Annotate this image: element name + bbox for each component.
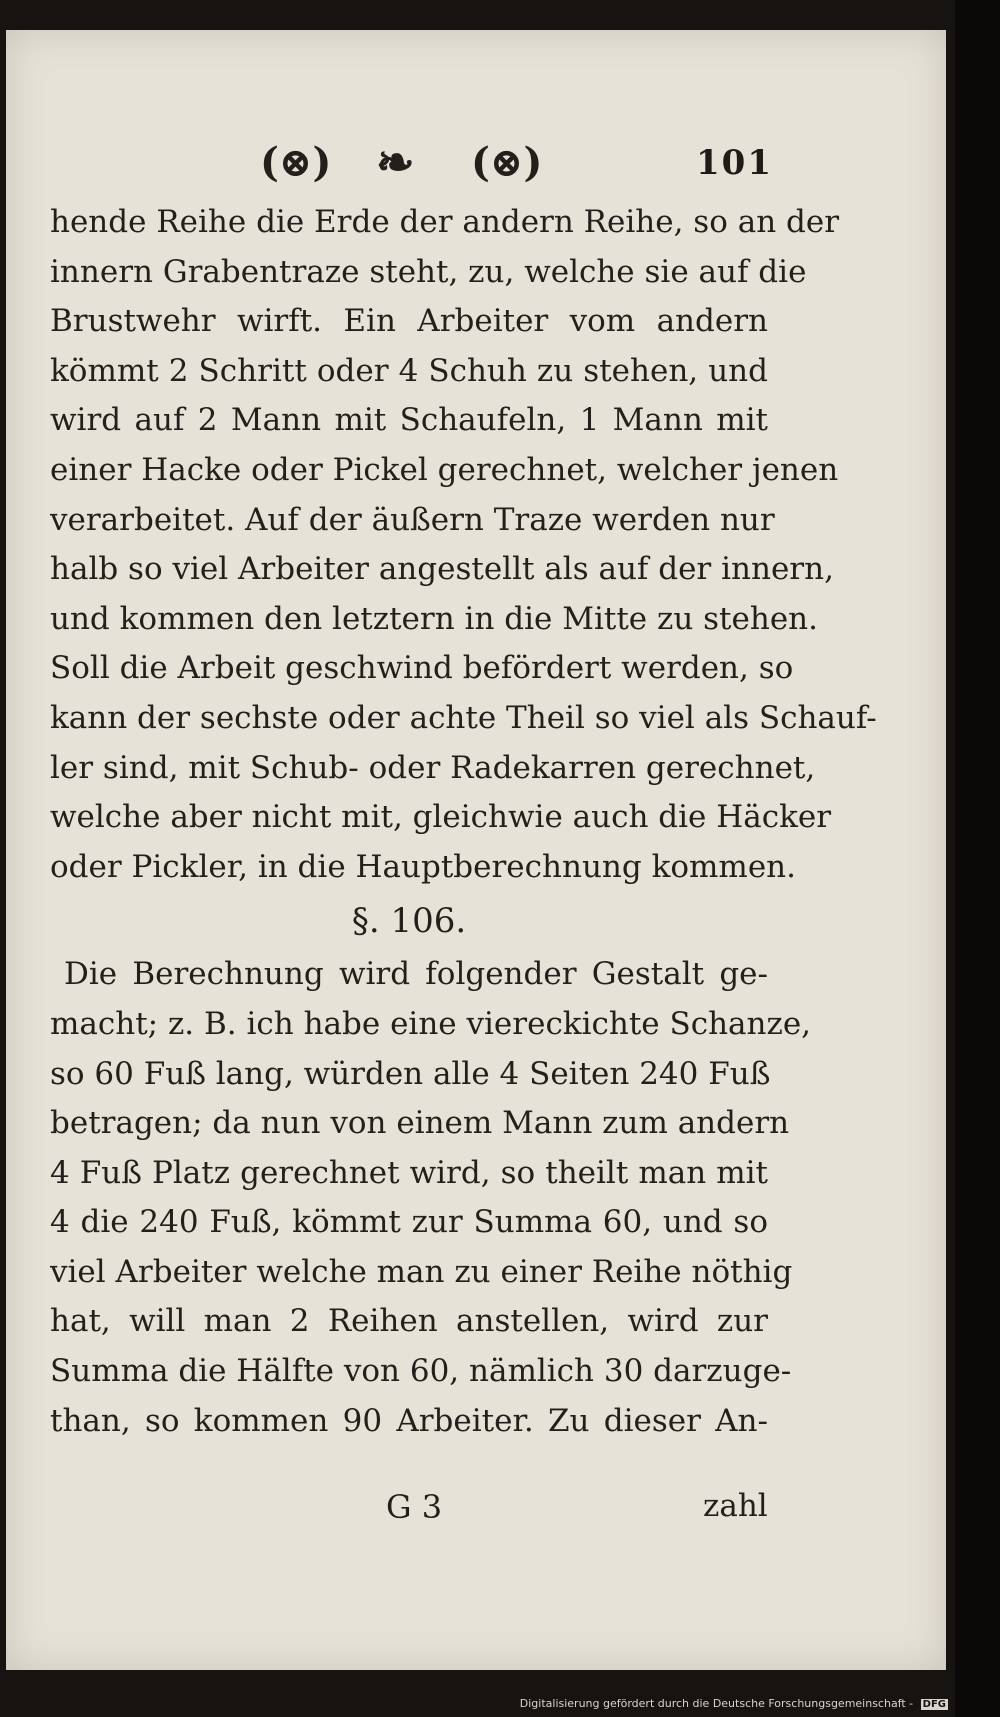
text-line: ler sind, mit Schub- oder Radekarren gerechnet,: [50, 749, 816, 786]
text-line: hat, will man 2 Reihen anstellen, wird zur: [50, 1303, 768, 1340]
text-line: wird auf 2 Mann mit Schaufeln, 1 Mann mit: [50, 402, 768, 439]
signature-mark: G 3: [386, 1488, 443, 1526]
text-line: 4 Fuß Platz gerechnet wird, so theilt man mit: [50, 1154, 768, 1191]
text-line: Die Berechnung wird folgender Gestalt ge-: [64, 956, 768, 993]
dfg-logo-icon: DFG: [922, 1699, 946, 1710]
page-number: 101: [696, 143, 773, 183]
book-page: [6, 30, 946, 1670]
text-line: so 60 Fuß lang, würden alle 4 Seiten 240 Fuß: [50, 1055, 771, 1092]
text-line: Brustwehr wirft. Ein Arbeiter vom andern: [50, 303, 768, 340]
text-line: und kommen den letztern in die Mitte zu stehen.: [50, 600, 818, 637]
text-line: Summa die Hälfte von 60, nämlich 30 darzuge-: [50, 1353, 792, 1390]
catchword: zahl: [703, 1488, 768, 1524]
page-footer: [6, 1480, 946, 1540]
text-line: welche aber nicht mit, gleichwie auch die Häcker: [50, 799, 832, 836]
credit-text: Digitalisierung gefördert durch die Deutsche Forschungsgemeinschaft -: [519, 1697, 914, 1710]
page-body: [50, 198, 877, 1446]
ornament-right: (⊗): [471, 139, 543, 186]
text-line: macht; z. B. ich habe eine viereckichte Schanze,: [50, 1005, 812, 1042]
ornament-left: (⊗): [260, 139, 332, 186]
text-line: Soll die Arbeit geschwind befördert werden, so: [50, 650, 794, 687]
text-line: than, so kommen 90 Arbeiter. Zu dieser An-: [50, 1402, 768, 1439]
text-line: innern Grabentraze steht, zu, welche sie auf die: [50, 253, 807, 290]
text-line: viel Arbeiter welche man zu einer Reihe nöthig: [50, 1253, 793, 1290]
text-line: halb so viel Arbeiter angestellt als auf der innern,: [50, 551, 834, 588]
ornament-center-icon: ❧: [376, 135, 415, 189]
text-line: oder Pickler, in die Hauptberechnung kommen.: [50, 848, 796, 885]
text-line: kömmt 2 Schritt oder 4 Schuh zu stehen, und: [50, 352, 768, 389]
running-head: [6, 125, 946, 205]
text-line: 4 die 240 Fuß, kömmt zur Summa 60, und so: [50, 1204, 768, 1241]
scan-background-right: [955, 0, 1000, 1717]
text-line: verarbeitet. Auf der äußern Traze werden nur: [50, 501, 775, 538]
text-line: hende Reihe die Erde der andern Reihe, so an der: [50, 204, 840, 240]
section-heading: §. 106.: [351, 901, 467, 942]
text-line: betragen; da nun von einem Mann zum andern: [50, 1105, 790, 1142]
digitization-credit: [520, 1697, 948, 1710]
text-line: kann der sechste oder achte Theil so viel als Schauf-: [50, 699, 877, 736]
text-line: einer Hacke oder Pickel gerechnet, welcher jenen: [50, 451, 839, 488]
